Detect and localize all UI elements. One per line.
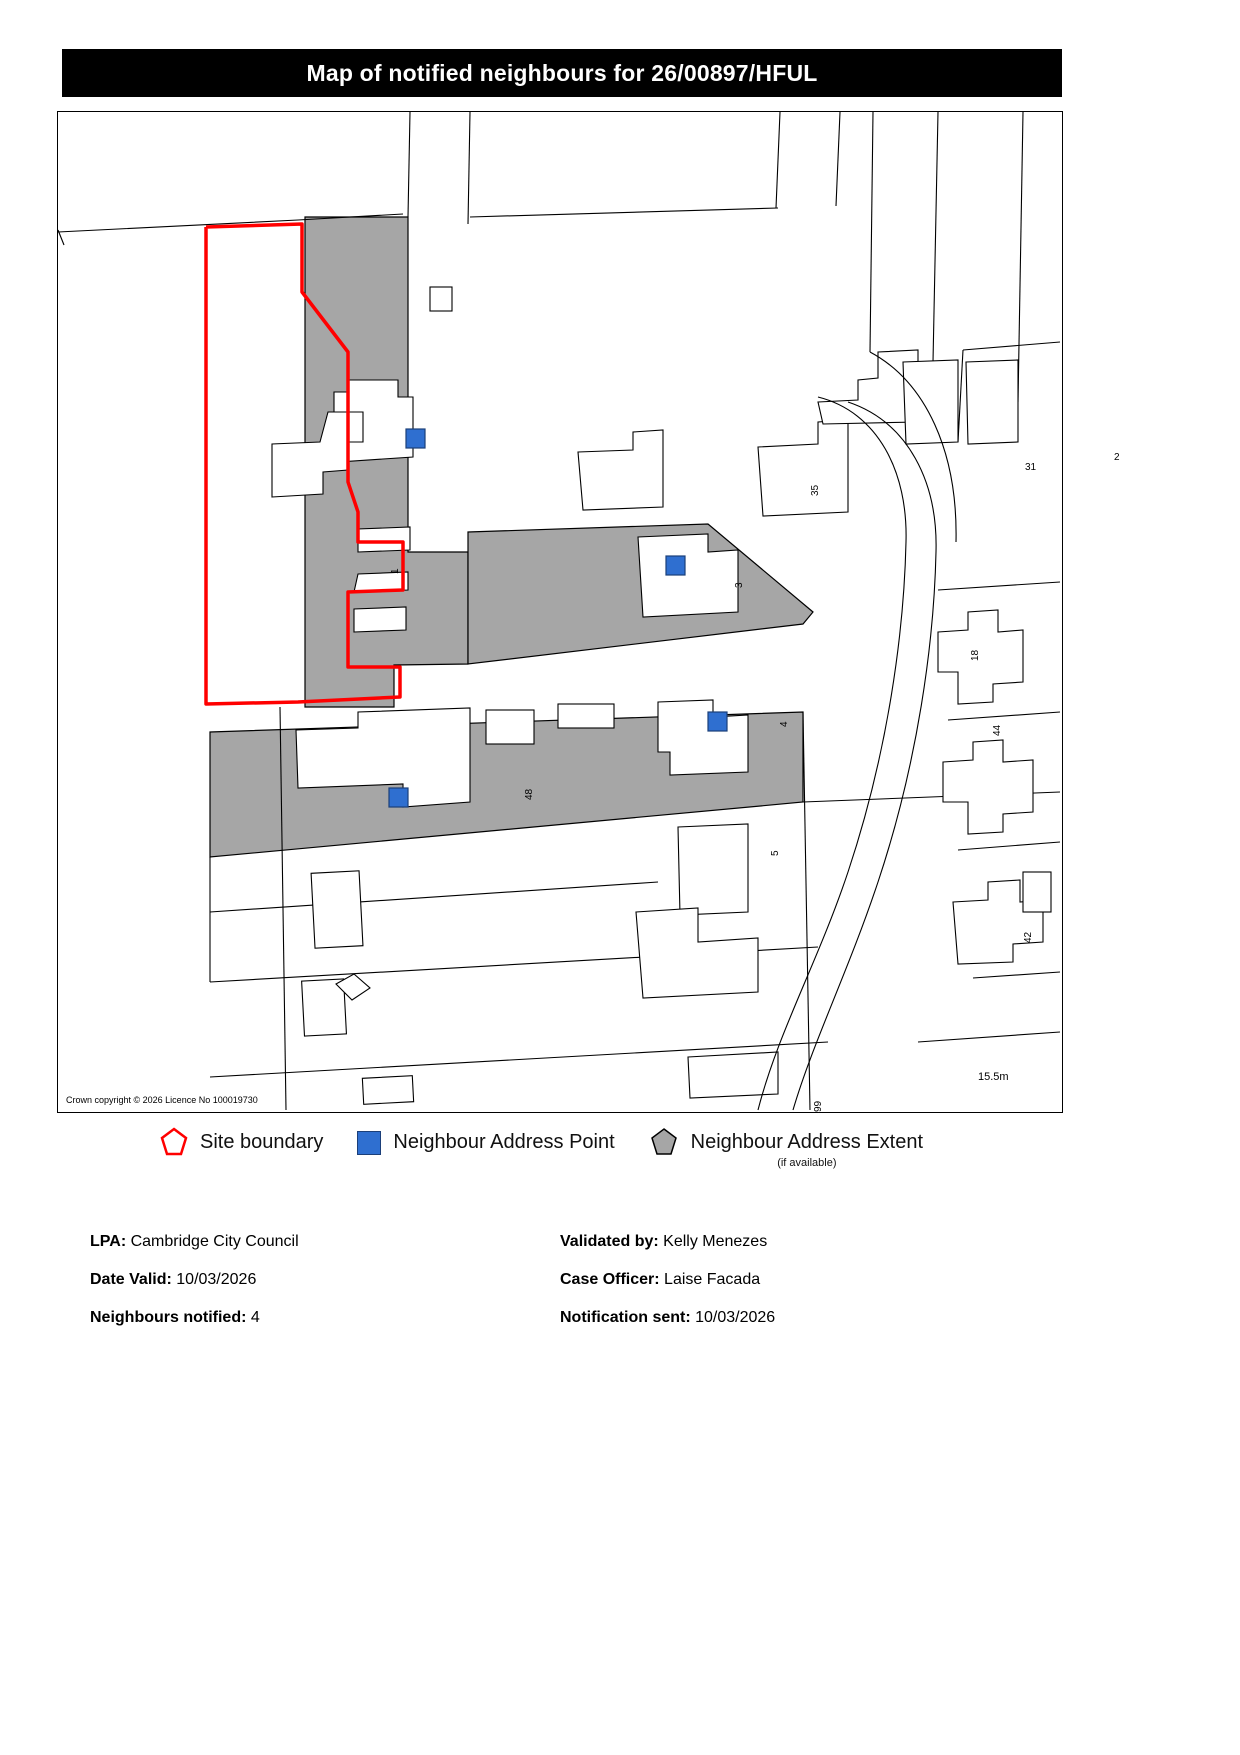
site-boundary-icon xyxy=(160,1127,188,1157)
details-column-right xyxy=(560,1232,1060,1346)
svg-text:44: 44 xyxy=(992,724,1003,736)
svg-text:48: 48 xyxy=(524,788,535,800)
map-canvas[interactable] xyxy=(57,111,1120,1113)
page-title: Map of notified neighbours for 26/00897/HFUL xyxy=(62,49,1062,97)
details-column-left xyxy=(90,1232,550,1346)
detail-neighbours-value: 4 xyxy=(250,1309,260,1326)
address-point-marker[interactable] xyxy=(389,788,408,807)
detail-lpa-label: LPA: xyxy=(90,1233,127,1250)
detail-date-valid-value: 10/03/2026 xyxy=(176,1271,257,1288)
svg-text:42: 42 xyxy=(1023,931,1034,943)
detail-lpa xyxy=(90,1232,550,1252)
detail-date-valid xyxy=(90,1270,550,1290)
address-point-marker[interactable] xyxy=(708,712,727,731)
legend-label-site-boundary: Site boundary xyxy=(200,1131,324,1153)
legend-label-address-extent xyxy=(691,1127,923,1169)
detail-neighbours-notified xyxy=(90,1308,550,1328)
svg-text:35: 35 xyxy=(810,484,821,496)
detail-lpa-value: Cambridge City Council xyxy=(130,1233,299,1250)
map-copyright: Crown copyright © 2026 Licence No 100019730 xyxy=(66,1095,258,1105)
detail-validated-label: Validated by: xyxy=(560,1233,659,1250)
address-point-icon xyxy=(357,1131,381,1155)
legend-label-address-extent-text: Neighbour Address Extent xyxy=(690,1131,924,1153)
detail-officer-value: Laise Facada xyxy=(664,1271,761,1288)
legend-label-address-extent-note: (if available) xyxy=(777,1157,837,1169)
detail-officer-label: Case Officer: xyxy=(560,1271,660,1288)
detail-validated-value: Kelly Menezes xyxy=(663,1233,768,1250)
svg-text:1: 1 xyxy=(390,568,401,574)
address-point-marker[interactable] xyxy=(406,429,425,448)
svg-text:18: 18 xyxy=(970,649,981,661)
legend-item-address-point xyxy=(357,1127,614,1157)
svg-text:5: 5 xyxy=(770,850,781,856)
svg-text:4: 4 xyxy=(779,721,790,727)
scale-label: 15.5m xyxy=(978,1071,1009,1083)
svg-text:99: 99 xyxy=(813,1100,824,1112)
address-point-marker[interactable] xyxy=(666,556,685,575)
svg-text:2: 2 xyxy=(1114,452,1120,463)
detail-case-officer xyxy=(560,1270,1060,1290)
map-legend xyxy=(160,1127,1080,1183)
legend-label-address-point: Neighbour Address Point xyxy=(393,1131,615,1153)
detail-neighbours-label: Neighbours notified: xyxy=(90,1309,247,1326)
legend-item-site-boundary xyxy=(160,1127,323,1157)
address-extent-icon xyxy=(649,1127,679,1157)
detail-notification-value: 10/03/2026 xyxy=(695,1309,776,1326)
detail-notification-sent xyxy=(560,1308,1060,1328)
detail-date-valid-label: Date Valid: xyxy=(90,1271,172,1288)
legend-item-address-extent xyxy=(649,1127,923,1169)
map-vector-layer xyxy=(58,112,1120,1112)
svg-text:31: 31 xyxy=(1025,462,1037,473)
detail-notification-label: Notification sent: xyxy=(560,1309,691,1326)
svg-text:3: 3 xyxy=(734,582,745,588)
detail-validated-by xyxy=(560,1232,1060,1252)
